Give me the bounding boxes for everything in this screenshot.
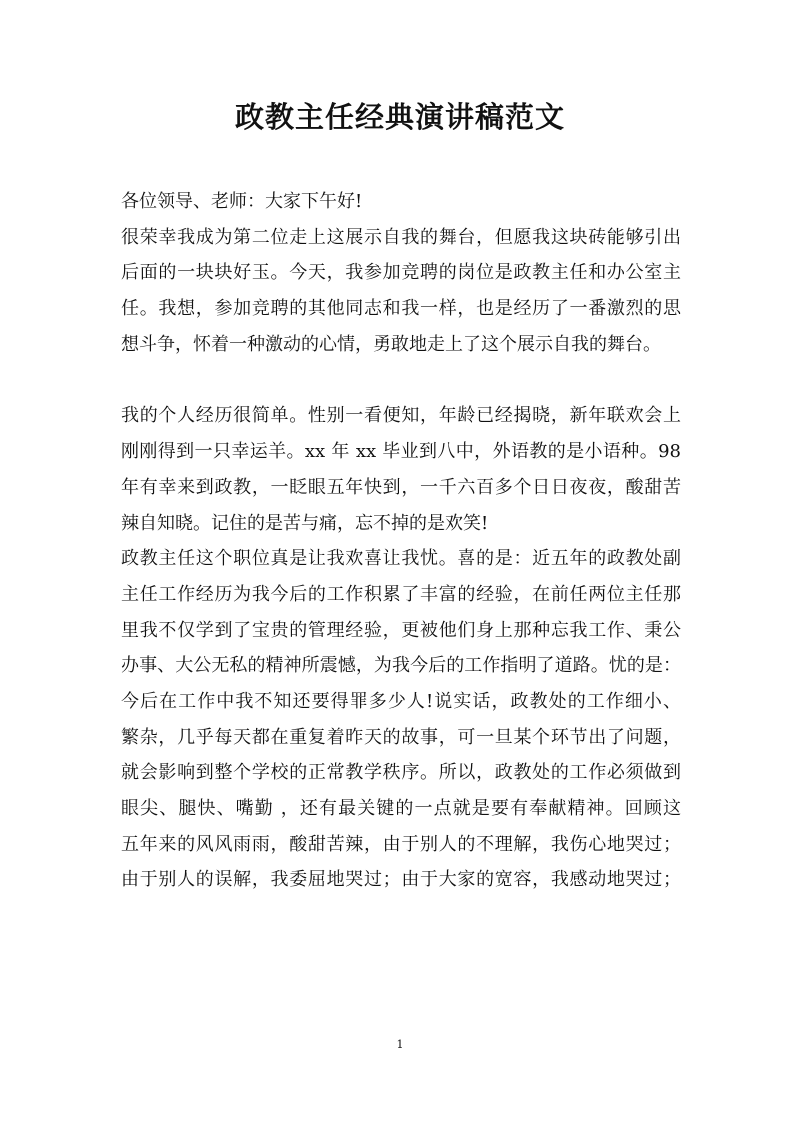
text-line: 后面的一块块好玉。今天，我参加竞聘的岗位是政教主任和办公室主 [121,262,681,284]
text-line: 主任工作经历为我今后的工作积累了丰富的经验，在前任两位主任那 [121,583,681,605]
paragraph-spacer [121,362,681,398]
text-line: 里我不仅学到了宝贵的管理经验，更被他们身上那种忘我工作、秉公 [121,619,681,641]
text-line: 想斗争，怀着一种激动的心情，勇敢地走上了这个展示自我的舞台。 [121,333,661,355]
text-line: 繁杂，几乎每天都在重复着昨天的故事，可一旦某个环节出了问题， [121,726,681,748]
text-line: 辣自知晓。记住的是苦与痛，忘不掉的是欢笑! [121,512,489,534]
text-line: 年有幸来到政教，一眨眼五年快到，一千六百多个日日夜夜，酸甜苦 [121,476,681,498]
text-line: 今后在工作中我不知还要得罪多少人!说实话，政教处的工作细小、 [121,690,681,712]
document-body [121,184,681,898]
text-line: 由于别人的误解，我委屈地哭过；由于大家的宽容，我感动地哭过； [121,869,681,891]
text-line: 五年来的风风雨雨，酸甜苦辣，由于别人的不理解，我伤心地哭过； [121,833,681,855]
text-line: 我的个人经历很简单。性别一看便知，年龄已经揭晓，新年联欢会上 [121,405,681,427]
paragraph-greeting [121,184,681,220]
text-line: 很荣幸我成为第二位走上这展示自我的舞台，但愿我这块砖能够引出 [121,226,681,248]
paragraph-position-reflection [121,541,681,898]
text-line: 政教主任这个职位真是让我欢喜让我忧。喜的是：近五年的政教处副 [121,548,681,570]
text-line: 眼尖、腿快、嘴勤 ，还有最关键的一点就是要有奉献精神。回顾这 [121,798,681,819]
paragraph-introduction [121,220,681,363]
page-number: 1 [396,1038,404,1051]
text-line: 刚刚得到一只幸运羊。xx 年 xx 毕业到八中，外语教的是小语种。98 [121,441,681,463]
text-line: 各位领导、老师：大家下午好! [121,191,363,212]
paragraph-personal-history [121,398,681,541]
text-line: 办事、大公无私的精神所震憾，为我今后的工作指明了道路。忧的是： [121,655,681,677]
document-title: 政教主任经典演讲稿范文 [234,100,565,134]
text-line: 任。我想，参加竞聘的其他同志和我一样，也是经历了一番激烈的思 [121,298,681,320]
text-line: 就会影响到整个学校的正常教学秩序。所以，政教处的工作必须做到 [121,762,681,784]
